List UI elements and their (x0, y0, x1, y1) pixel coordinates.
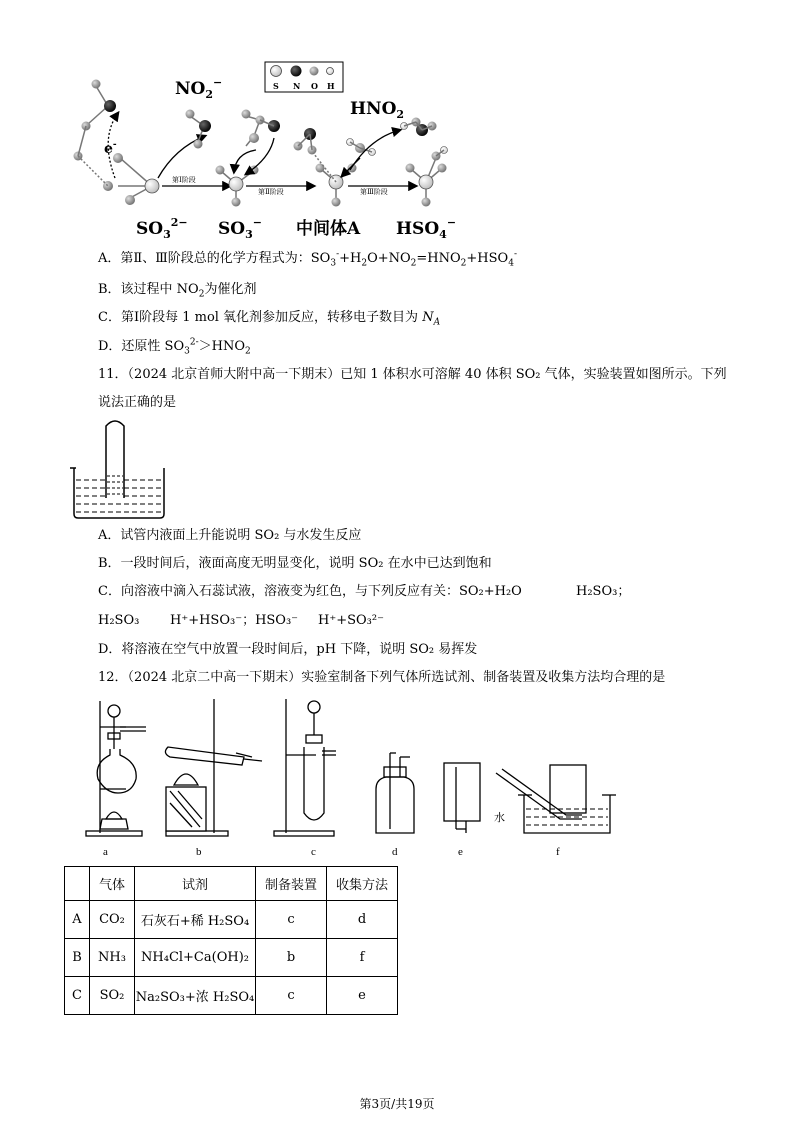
table-cell: f (327, 939, 398, 977)
no2-reactant-2 (242, 110, 281, 147)
e-minus-label: e- (104, 140, 117, 157)
apparatus-label-b: b (196, 846, 202, 858)
table-cell: B (65, 939, 90, 977)
q11-option-c-line1b: H₂SO₃； (576, 584, 631, 599)
q12-stem: 12．（2024 北京二中高一下期末）实验室制备下列气体所选试剂、制备装置及收集方法均合理的是 (98, 670, 666, 685)
q10-option-d: D．还原性 $SO_3^{2-}>HNO_2$ (98, 337, 251, 357)
apparatus-label-f: f (556, 846, 560, 858)
intermediate-a-label: 中间体A (296, 219, 361, 238)
apparatus-label-a: a (103, 846, 108, 858)
legend-n: N (293, 81, 301, 91)
table-row (65, 901, 398, 939)
water-molecule (347, 139, 376, 156)
atom-legend (265, 62, 343, 92)
table-header-row (65, 867, 398, 901)
table-header-cell (65, 867, 90, 901)
table-header-cell: 气体 (90, 867, 135, 901)
test-tube-in-beaker-figure (70, 418, 170, 520)
hso4-minus-label: $HSO_4^-$ (396, 216, 457, 238)
legend-s: S (273, 81, 279, 91)
apparatus-label-d: d (392, 846, 398, 858)
table-header-cell: 制备装置 (256, 867, 327, 901)
hno2-label: $HNO_2$ (350, 99, 405, 121)
page-footer: 第3页/共19页 (359, 1097, 435, 1111)
q11-stem-line2: 说法正确的是 (98, 395, 177, 410)
water-label: 水 (494, 812, 505, 824)
table-row (65, 977, 398, 1015)
table-cell: A (65, 901, 90, 939)
q12-options-table (64, 866, 398, 1015)
table-cell: d (327, 901, 398, 939)
so3-minus-label: $SO_3^-$ (218, 216, 262, 238)
q11-option-a: A．试管内液面上升能说明 SO₂ 与水发生反应 (98, 528, 362, 543)
stage1-label: 第Ⅰ阶段 (172, 176, 196, 184)
no2-minus-product (186, 110, 212, 149)
stage2-label: 第Ⅱ阶段 (258, 188, 284, 196)
q11-option-b: B．一段时间后，液面高度无明显变化，说明 SO₂ 在水中已达到饱和 (98, 556, 492, 571)
table-header-cell: 收集方法 (327, 867, 398, 901)
table-cell: e (327, 977, 398, 1015)
table-cell: Na₂SO₃+浓 H₂SO₄ (135, 977, 256, 1015)
hso4-minus-molecule (406, 147, 448, 207)
table-cell: C (65, 977, 90, 1015)
table-cell: CO₂ (90, 901, 135, 939)
q11-option-c-line2a: H₂SO₃ (98, 613, 140, 628)
table-cell: c (256, 977, 327, 1015)
stage3-label: 第Ⅲ阶段 (360, 188, 388, 196)
q11-option-c-line2b: H⁺+HSO₃⁻；HSO₃⁻ (170, 613, 299, 628)
q11-option-c-line1a: C．向溶液中滴入石蕊试液，溶液变为红色，与下列反应有关：SO₂+H₂O (98, 584, 522, 599)
legend-h: H (327, 81, 335, 91)
apparatus-label-c: c (311, 846, 316, 858)
table-cell: NH₃ (90, 939, 135, 977)
table-cell: c (256, 901, 327, 939)
no2-reactant-molecule (74, 80, 117, 187)
no2-minus-label: $NO_2^-$ (175, 76, 223, 101)
q11-option-d: D．将溶液在空气中放置一段时间后，pH 下降，说明 SO₂ 易挥发 (98, 642, 478, 657)
table-cell: 石灰石+稀 H₂SO₄ (135, 901, 256, 939)
reaction-mechanism-diagram (60, 58, 460, 238)
hno2-product (401, 118, 437, 137)
table-cell: NH₄Cl+Ca(OH)₂ (135, 939, 256, 977)
so3-2minus-label: $SO_3^{2-}$ (136, 216, 188, 238)
legend-o: O (311, 81, 318, 91)
table-header-cell: 试剂 (135, 867, 256, 901)
table-cell: b (256, 939, 327, 977)
q10-option-c: C．第Ⅰ阶段每 1 mol 氧化剂参加反应，转移电子数目为 $N_A$ (98, 310, 441, 328)
q10-option-a: A．第Ⅱ、Ⅲ阶段总的化学方程式为：$SO_3^-+H_2O+NO_2=HNO_2+HSO_4^-$ (98, 249, 517, 269)
table-cell: SO₂ (90, 977, 135, 1015)
gas-apparatus-figure (66, 693, 626, 863)
so3-2minus-molecule (103, 153, 159, 205)
table-row (65, 939, 398, 977)
q11-option-c-line2c: H⁺+SO₃²⁻ (318, 613, 384, 628)
q11-stem-line1: 11．（2024 北京首师大附中高一下期末）已知 1 体积水可溶解 40 体积 SO₂ 气体，实验装置如图所示。下列 (98, 367, 727, 382)
q10-option-b: B．该过程中 $NO_2$为催化剂 (98, 282, 257, 300)
apparatus-label-e: e (458, 846, 463, 858)
